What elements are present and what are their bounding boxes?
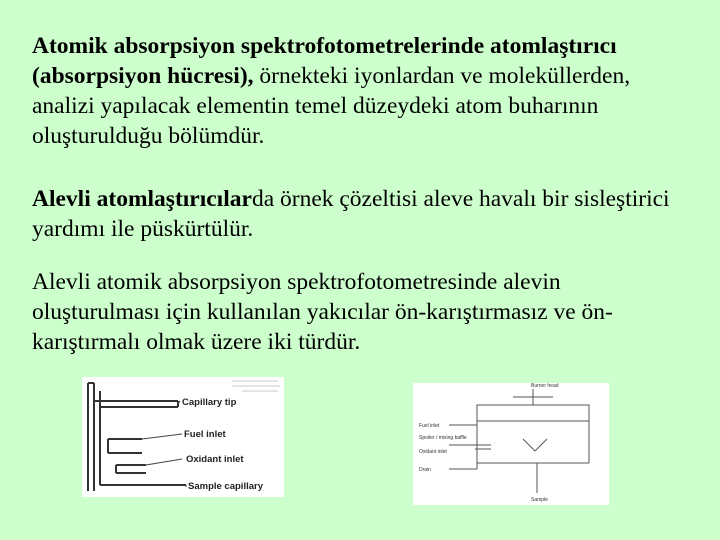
capillary-tip-label: Capillary tip: [182, 397, 237, 408]
oxidant-inlet-label: Oxidant inlet: [186, 454, 244, 465]
flame-atomizers-term: Alevli atomlaştırıcılar: [32, 186, 252, 212]
drain-label: Drain: [419, 467, 431, 473]
sample-label: Sample: [531, 497, 548, 503]
paragraph-flame-atomizers: [32, 184, 692, 244]
premix-diagram-svg: [413, 383, 609, 505]
total-consumption-burner-diagram: [82, 377, 284, 497]
atomizer-definition-text: örnekteki iyonlardan ve moleküllerden, analizi yapılacak elementin temel düzeydeki atom buharının oluşturulduğu bölümdür.: [32, 63, 631, 149]
flame-atomizers-text: da örnek çözeltisi aleve havalı bir sisleştirici yardımı ile püskürtülür.: [32, 186, 670, 242]
fuel-inlet-label: Fuel inlet: [184, 429, 226, 440]
paragraph-atomizer-definition: [32, 31, 692, 151]
paragraph-burner-types: Alevli atomik absorpsiyon spektrofotometresinde alevin oluşturulması için kullanılan yakıcılar ön-karıştırmasız ve ön-karıştırmalı olmak üzere iki türdür.: [32, 269, 613, 355]
atomizer-term: Atomik absorpsiyon spektrofotometrelerinde atomlaştırıcı (absorpsiyon hücresi),: [32, 33, 617, 89]
sample-capillary-label: Sample capillary: [188, 481, 263, 492]
burner-diagram-svg: [82, 377, 284, 497]
premix-burner-diagram: [413, 383, 609, 505]
oxidant-label: Oxidant inlet: [419, 449, 447, 455]
burner-head-label: Burner head: [531, 383, 559, 389]
fuel-inlet-label-2: Fuel inlet: [419, 423, 440, 429]
spoiler-label: Spoiler / mixing baffle: [419, 435, 467, 441]
